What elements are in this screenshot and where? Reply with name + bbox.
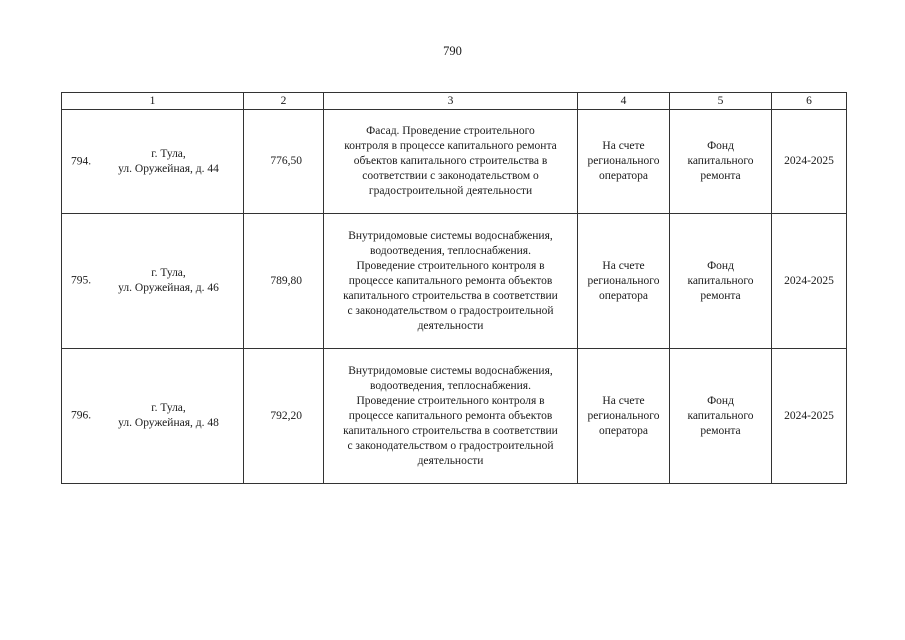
fund-line: Фонд	[707, 259, 734, 272]
work-line: градостроительной деятельности	[368, 185, 533, 197]
column-number-header-row	[62, 93, 847, 110]
table-row	[62, 110, 847, 214]
column-header-1: 1	[62, 93, 244, 110]
work-description-cell	[324, 349, 578, 484]
address-cell	[62, 110, 244, 214]
work-line: с законодательством о градостроительной	[347, 304, 554, 317]
address-line: ул. Оружейная, д. 48	[118, 417, 219, 429]
work-line: Внутридомовые системы водоснабжения,	[348, 229, 553, 242]
account-line: На счете	[602, 140, 645, 152]
work-line: водоотведения, теплоснабжения.	[370, 379, 531, 392]
period-cell: 2024-2025	[772, 214, 847, 349]
work-line: Фасад. Проведение строительного	[366, 125, 535, 137]
fund-line: капитального	[687, 274, 754, 287]
work-line: капитального строительства в соответствии	[343, 289, 558, 302]
work-line: водоотведения, теплоснабжения.	[370, 244, 531, 257]
table-row	[62, 214, 847, 349]
account-cell	[578, 110, 670, 214]
address-line: г. Тула,	[151, 402, 186, 414]
period-cell: 2024-2025	[772, 110, 847, 214]
work-line: соответствии с законодательством о	[362, 170, 539, 182]
work-line: с законодательством о градостроительной	[347, 439, 554, 452]
column-header-5: 5	[670, 93, 772, 110]
account-line: оператора	[598, 424, 649, 437]
table-row	[62, 349, 847, 484]
row-number: 796.	[71, 409, 92, 422]
work-line: деятельности	[417, 319, 484, 332]
period-cell: 2024-2025	[772, 349, 847, 484]
cost-cell: 792,20	[244, 349, 324, 484]
account-cell	[578, 349, 670, 484]
work-description-cell	[324, 214, 578, 349]
work-line: Внутридомовые системы водоснабжения,	[348, 364, 553, 377]
work-line: процессе капитального ремонта объектов	[348, 274, 553, 287]
column-header-3: 3	[324, 93, 578, 110]
account-line: оператора	[598, 289, 649, 302]
fund-cell	[670, 110, 772, 214]
account-line: На счете	[602, 259, 645, 272]
address-cell	[62, 214, 244, 349]
fund-line: капитального	[687, 409, 754, 422]
account-line: На счете	[602, 394, 645, 407]
fund-line: капитального	[687, 155, 754, 167]
row-number: 794.	[71, 155, 92, 167]
account-line: регионального	[587, 274, 660, 287]
work-line: Проведение строительного контроля в	[356, 259, 545, 272]
fund-line: ремонта	[700, 424, 741, 437]
work-line: Проведение строительного контроля в	[356, 394, 545, 407]
account-line: регионального	[587, 409, 660, 422]
fund-cell	[670, 214, 772, 349]
column-header-4: 4	[578, 93, 670, 110]
column-header-2: 2	[244, 93, 324, 110]
fund-line: ремонта	[700, 289, 741, 302]
fund-line: ремонта	[700, 170, 741, 182]
account-cell	[578, 214, 670, 349]
column-header-6: 6	[772, 93, 847, 110]
repair-register-table	[61, 92, 847, 484]
work-description-cell	[324, 110, 578, 214]
work-line: процессе капитального ремонта объектов	[348, 409, 553, 422]
address-line: ул. Оружейная, д. 44	[118, 162, 219, 175]
fund-line: Фонд	[707, 394, 734, 407]
account-line: регионального	[587, 155, 660, 167]
cost-cell: 776,50	[244, 110, 324, 214]
address-line: г. Тула,	[151, 147, 186, 160]
cost-cell: 789,80	[244, 214, 324, 349]
account-line: оператора	[598, 170, 649, 182]
row-number: 795.	[71, 274, 92, 287]
work-line: объектов капитального строительства в	[353, 155, 548, 167]
work-line: капитального строительства в соответствии	[343, 424, 558, 437]
fund-line: Фонд	[707, 140, 734, 152]
address-line: г. Тула,	[151, 267, 186, 279]
work-line: контроля в процессе капитального ремонта	[344, 140, 557, 152]
fund-cell	[670, 349, 772, 484]
page-number: 790	[443, 44, 462, 58]
address-cell	[62, 349, 244, 484]
work-line: деятельности	[417, 454, 484, 467]
address-line: ул. Оружейная, д. 46	[118, 282, 219, 294]
